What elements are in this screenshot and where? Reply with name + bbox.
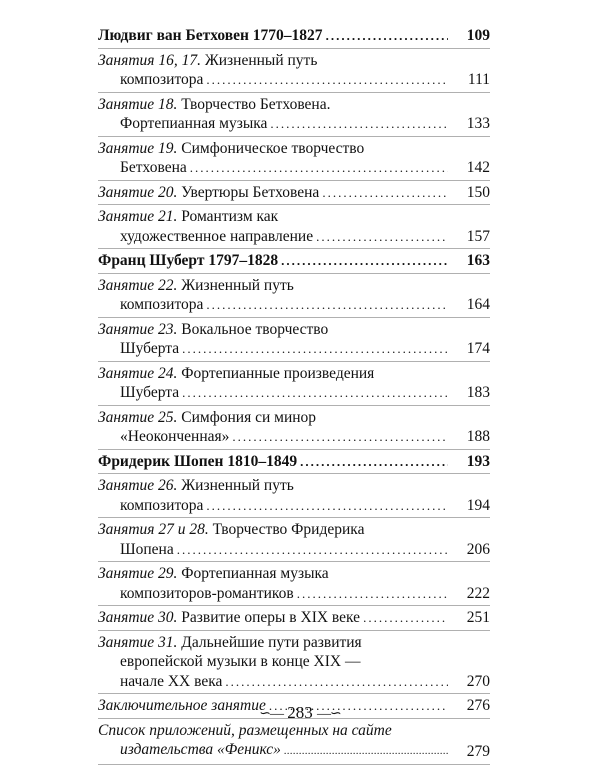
toc-entry-label: Занятие 24. bbox=[98, 364, 178, 382]
dot-leader bbox=[190, 158, 448, 178]
dot-leader bbox=[182, 339, 448, 359]
toc-entry bbox=[98, 276, 490, 318]
toc-entry bbox=[98, 520, 490, 562]
dot-leader bbox=[322, 183, 448, 203]
dot-leader bbox=[206, 295, 448, 315]
toc-entry-label: Занятие 25. bbox=[98, 408, 178, 426]
toc-entry-title-line: композиторов-романтиков bbox=[120, 584, 294, 602]
dot-leader bbox=[225, 672, 448, 692]
toc-entry-title-line: Шопена bbox=[120, 540, 174, 558]
toc-entry-label: Занятия 27 и 28. bbox=[98, 521, 209, 538]
toc-entry-title-line: Заключительное занятие bbox=[98, 697, 266, 714]
ornament-left: ∽— bbox=[259, 706, 283, 722]
toc-page-number: 188 bbox=[466, 428, 490, 445]
dot-leader bbox=[297, 584, 448, 604]
toc-entry-title-line: Фортепианная музыка bbox=[181, 565, 329, 582]
dot-leader bbox=[206, 496, 448, 516]
toc-entry-title-line: Вокальное творчество bbox=[181, 320, 329, 338]
toc-entry-title-line: Бетховена bbox=[120, 159, 187, 176]
toc-page-number: 163 bbox=[466, 252, 490, 269]
toc-entry-title-line: Жизненный путь bbox=[181, 276, 294, 294]
page-footer bbox=[0, 703, 600, 723]
toc-entry-title-line: Франц Шуберт 1797–1828 bbox=[98, 252, 279, 269]
toc-entry bbox=[98, 139, 490, 181]
toc-entry bbox=[98, 183, 490, 206]
toc-page-number: 222 bbox=[466, 584, 490, 602]
toc-page-number: 164 bbox=[466, 296, 490, 313]
toc-entry-label: Занятие 22. bbox=[98, 276, 178, 294]
toc-entry-title-line: Развитие оперы в XIX веке bbox=[181, 609, 361, 626]
dot-leader bbox=[284, 742, 448, 762]
toc-entry-title-line: Увертюры Бетховена bbox=[181, 183, 320, 201]
toc-section-heading bbox=[98, 251, 490, 274]
toc-entry-label: Занятие 30. bbox=[98, 609, 178, 626]
dot-leader bbox=[182, 383, 448, 403]
dot-leader bbox=[177, 540, 448, 560]
toc-entry-title-line: начале XX века bbox=[120, 672, 223, 690]
toc-entry-title-line: Список приложений, размещенных на сайте bbox=[98, 721, 392, 739]
toc-entry bbox=[98, 564, 490, 606]
toc-page-number: 157 bbox=[466, 227, 490, 245]
toc-page-number: 142 bbox=[466, 159, 490, 176]
dot-leader bbox=[300, 452, 448, 472]
toc-entry-title-line: Фортепианные произведения bbox=[181, 364, 375, 382]
toc-page-number: 174 bbox=[466, 340, 490, 357]
toc-entry-label: Занятие 29. bbox=[98, 565, 178, 582]
dot-leader bbox=[206, 70, 448, 90]
toc-entry-label: Занятие 21. bbox=[98, 208, 178, 225]
toc-page-number: 206 bbox=[466, 540, 490, 558]
toc-entry-label: Занятие 18. bbox=[98, 95, 178, 113]
toc-entry-title-line: композитора bbox=[120, 496, 204, 514]
toc-entry-title-line: Фридерик Шопен 1810–1849 bbox=[98, 452, 298, 470]
toc-entry-title-line: композитора bbox=[120, 71, 204, 88]
toc-entry-title-line: Шуберта bbox=[120, 384, 180, 401]
toc-section-heading bbox=[98, 26, 490, 49]
toc-entry-title-line: Творчество Бетховена. bbox=[181, 95, 331, 113]
toc-entry-title-line: композитора bbox=[120, 296, 204, 313]
toc-entry bbox=[98, 633, 490, 695]
toc-entry bbox=[98, 207, 490, 249]
dot-leader bbox=[270, 114, 448, 134]
toc-entry-label: Занятие 31. bbox=[98, 633, 178, 651]
toc-page-number: 251 bbox=[466, 609, 490, 626]
toc-entry-title-line: издательства «Феникс» bbox=[120, 741, 281, 758]
toc-entry-label: Занятие 20. bbox=[98, 183, 178, 201]
toc-page-number: 270 bbox=[466, 672, 490, 690]
toc-entry bbox=[98, 320, 490, 362]
toc-entry-title-line: художественное направление bbox=[120, 227, 314, 245]
toc-entry-title-line: Жизненный путь bbox=[204, 51, 318, 69]
toc-entry-title-line: Симфоническое творчество bbox=[181, 139, 365, 157]
toc-page-number: 109 bbox=[466, 27, 490, 44]
toc-entry-title-line: Творчество Фридерика bbox=[212, 521, 365, 538]
toc-entry bbox=[98, 476, 490, 518]
toc-entry-title-line: Симфония си минор bbox=[181, 408, 317, 426]
toc-entry bbox=[98, 721, 490, 765]
ornament-right: —∽ bbox=[317, 706, 341, 722]
table-of-contents bbox=[98, 26, 490, 767]
toc-page-number: 133 bbox=[466, 115, 490, 132]
toc-entry-title-line: Людвиг ван Бетховен 1770–1827 bbox=[98, 27, 323, 44]
toc-entry-label: Занятие 26. bbox=[98, 477, 178, 494]
toc-entry bbox=[98, 364, 490, 406]
dot-leader bbox=[363, 608, 448, 628]
toc-page-number: 183 bbox=[466, 384, 490, 401]
dot-leader bbox=[232, 427, 448, 447]
toc-page-number: 279 bbox=[466, 743, 490, 760]
dot-leader bbox=[281, 251, 448, 271]
toc-entry-title-line: Жизненный путь bbox=[181, 477, 294, 494]
toc-entry bbox=[98, 408, 490, 450]
toc-entry-label: Занятие 23. bbox=[98, 320, 178, 338]
toc-entry-title-line: Фортепианная музыка bbox=[120, 115, 268, 132]
toc-entry-title-line: Шуберта bbox=[120, 340, 180, 357]
dot-leader bbox=[326, 26, 448, 46]
toc-page-number: 111 bbox=[467, 71, 490, 88]
page-number: 283 bbox=[287, 703, 313, 722]
toc-entry-title-line: Дальнейшие пути развития bbox=[181, 633, 362, 651]
toc-entry bbox=[98, 608, 490, 631]
dot-leader bbox=[316, 227, 448, 247]
toc-page-number: 276 bbox=[466, 697, 490, 714]
toc-entry-label: Занятия 16, 17. bbox=[98, 51, 201, 69]
toc-entry-title-line: европейской музыки в конце XIX — bbox=[120, 653, 361, 670]
toc-page-number: 193 bbox=[466, 452, 490, 470]
toc-page-number: 194 bbox=[466, 496, 490, 514]
toc-entry bbox=[98, 51, 490, 93]
toc-page-number: 150 bbox=[466, 183, 490, 201]
toc-section-heading bbox=[98, 452, 490, 475]
toc-entry-label: Занятие 19. bbox=[98, 139, 178, 157]
toc-entry-title-line: «Неоконченная» bbox=[120, 428, 230, 445]
toc-entry bbox=[98, 95, 490, 137]
toc-entry-title-line: Романтизм как bbox=[181, 208, 279, 225]
